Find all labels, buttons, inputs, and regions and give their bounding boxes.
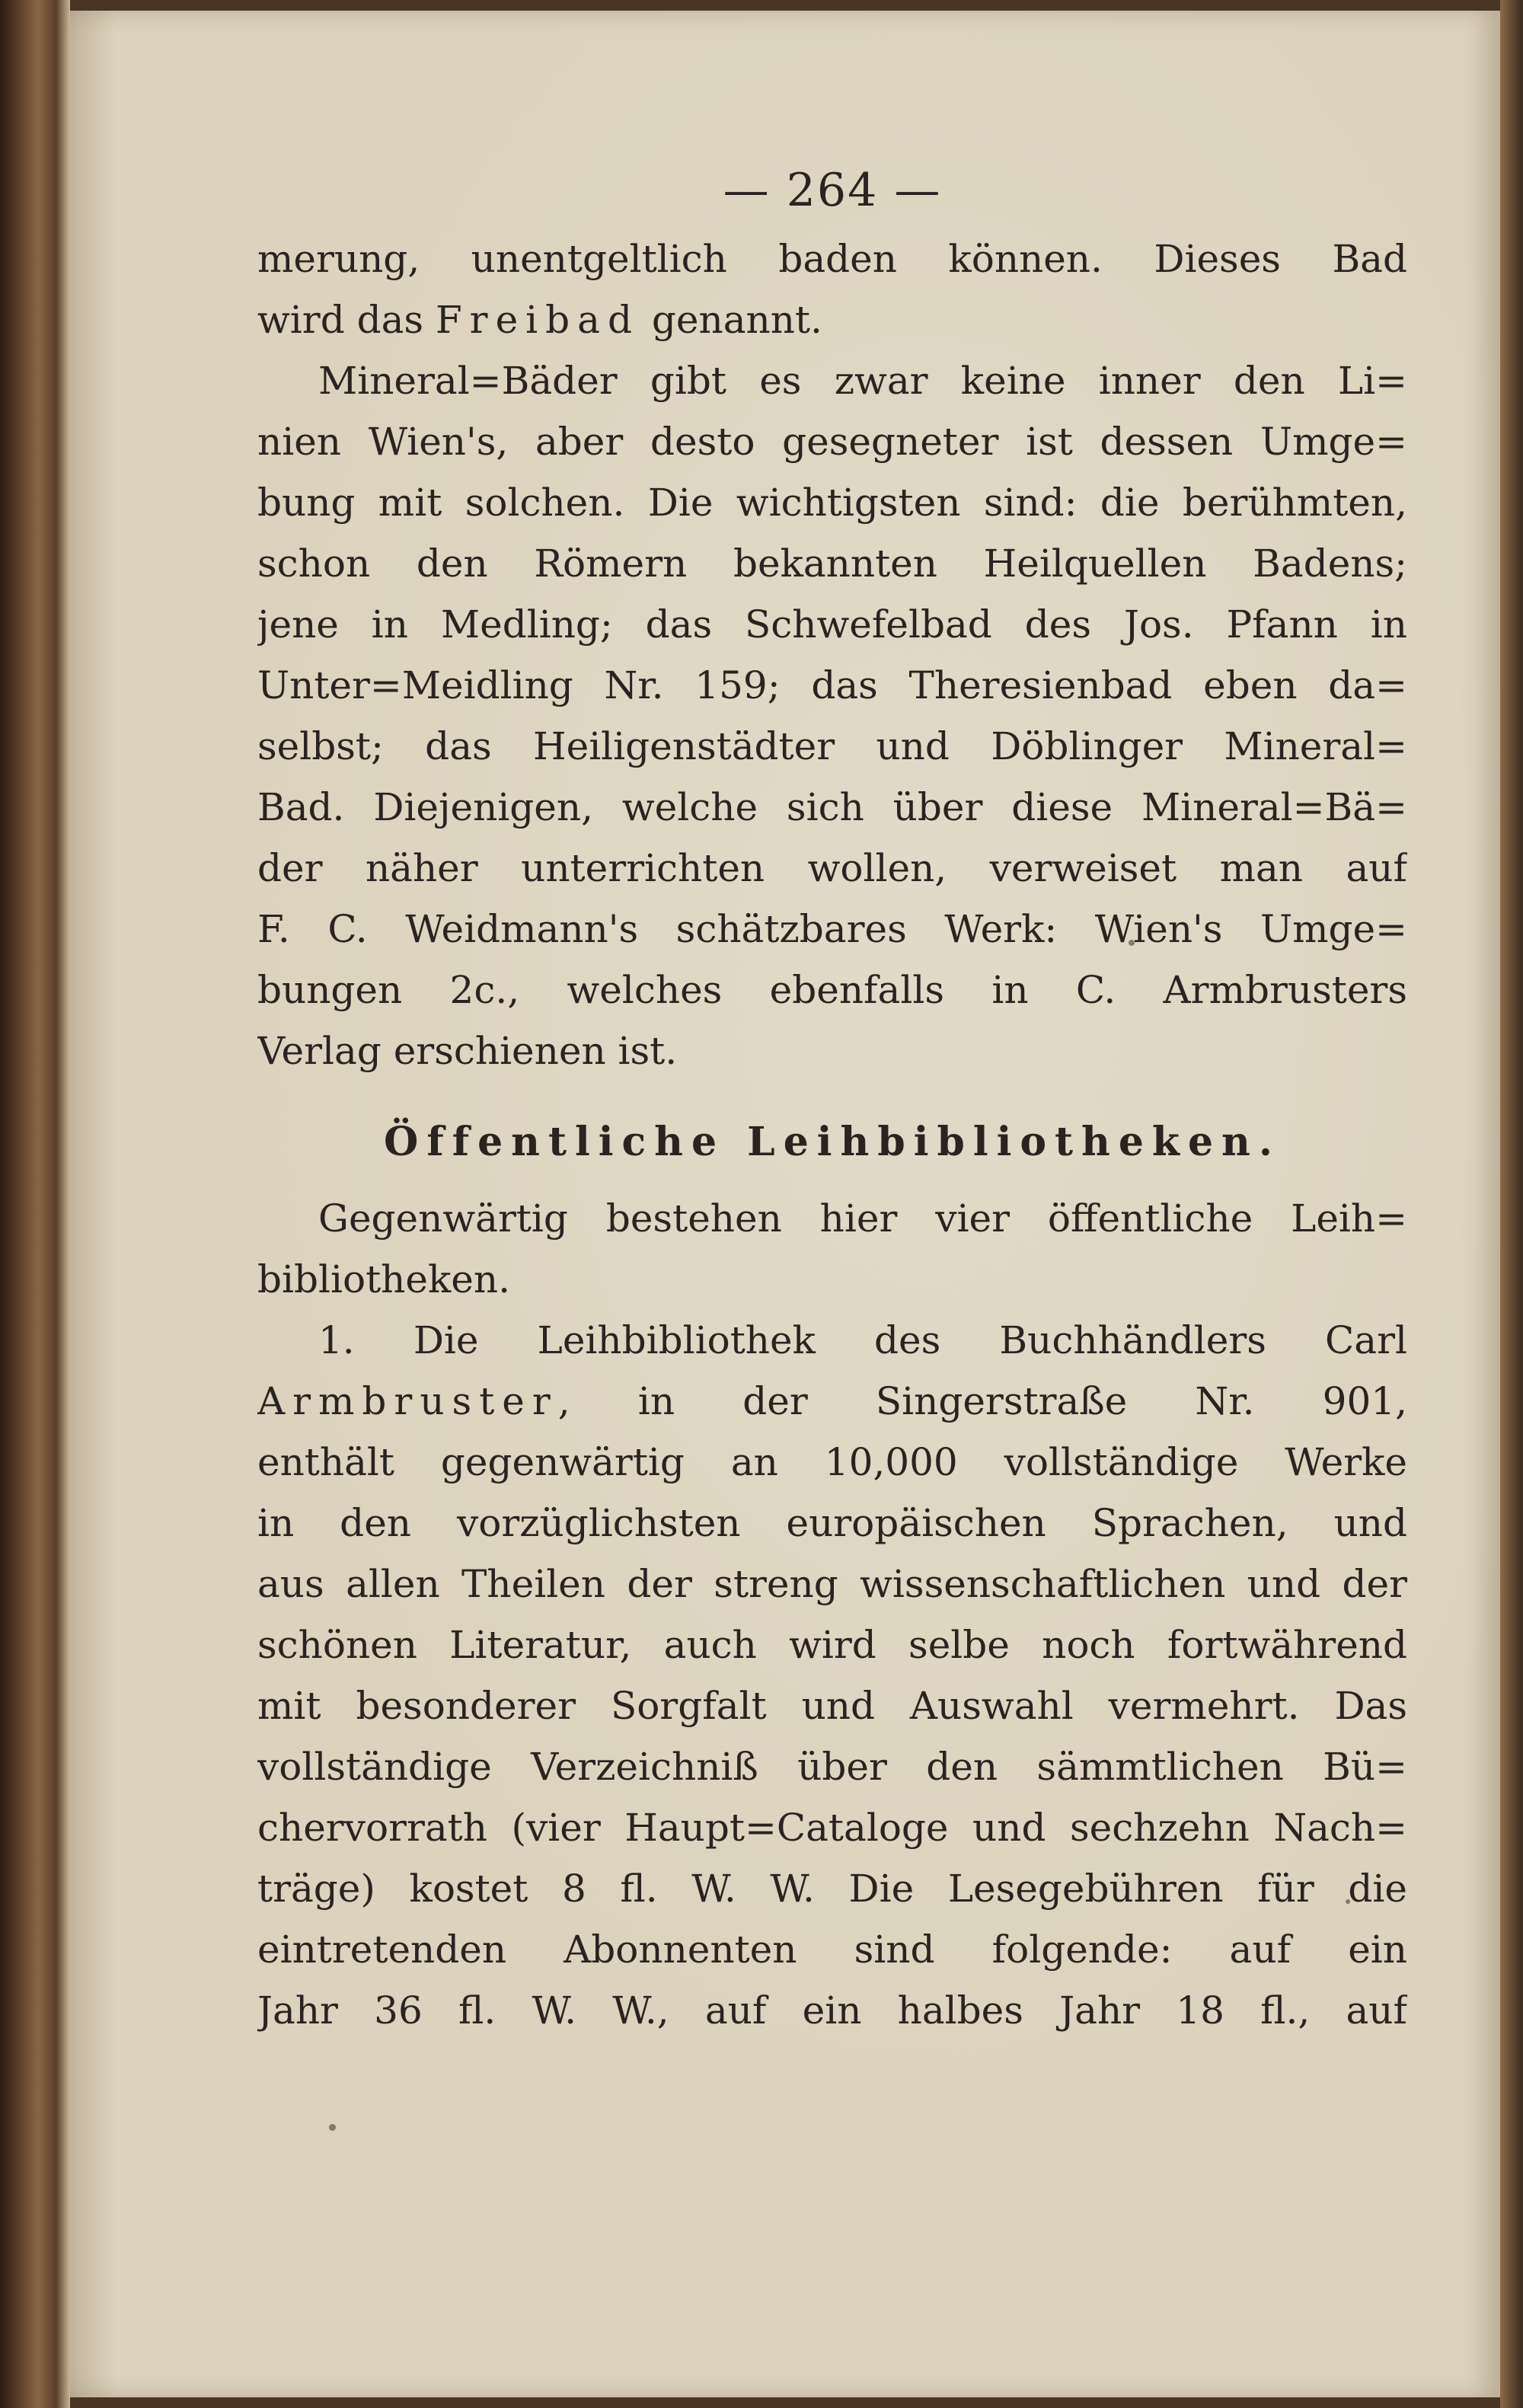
section-heading: Öffentliche Leihbibliotheken. — [384, 1119, 1281, 1165]
book-binding-edge — [0, 0, 70, 2408]
page-right-edge — [1500, 0, 1523, 2408]
emphasized-term: Freibad — [435, 298, 640, 342]
text-line-freibad — [257, 289, 1407, 350]
page-number: — 264 — — [723, 164, 942, 217]
text-line: Mineral=Bäder gibt es zwar keine inner den Li= — [318, 359, 1407, 403]
text-line: vollständige Verzeichniß über den sämmtlichen Bü= — [257, 1745, 1407, 1789]
text-fragment: wird das — [257, 298, 424, 342]
text-line: jene in Medling; das Schwefelbad des Jos. Pfann in — [257, 602, 1407, 647]
text-line: Unter=Meidling Nr. 159; das Theresienbad eben da= — [257, 663, 1407, 707]
emphasized-name: Armbruster — [257, 1379, 558, 1423]
text-line-armbruster — [257, 1371, 1407, 1432]
text-line: merung, unentgeltlich baden können. Dieses Bad — [257, 237, 1407, 281]
text-line: chervorrath (vier Haupt=Cataloge und sechzehn Nach= — [257, 1806, 1407, 1850]
text-fragment: , — [557, 1379, 570, 1423]
paper-speck — [329, 2124, 336, 2131]
text-line: der näher unterrichten wollen, verweiset man auf — [257, 846, 1407, 890]
text-line: schönen Literatur, auch wird selbe noch fortwährend — [257, 1623, 1407, 1667]
text-line: mit besonderer Sorgfalt und Auswahl vermehrt. Das — [257, 1684, 1407, 1728]
text-line: träge) kostet 8 fl. W. W. Die Lesegebühren für die — [257, 1867, 1407, 1911]
text-line: F. C. Weidmann's schätzbares Werk: Wien's Umge= — [257, 907, 1407, 951]
text-line: Verlag erschienen ist. — [257, 1029, 678, 1073]
text-line: Gegenwärtig bestehen hier vier öffentliche Leih= — [318, 1196, 1407, 1241]
text-line: Jahr 36 fl. W. W., auf ein halbes Jahr 18 fl., auf — [257, 1988, 1407, 2033]
text-line: enthält gegenwärtig an 10,000 vollständige Werke — [257, 1440, 1407, 1484]
text-line: schon den Römern bekannten Heilquellen Badens; — [257, 541, 1407, 586]
text-line: nien Wien's, aber desto gesegneter ist dessen Umge= — [257, 420, 1407, 464]
text-line: Bad. Diejenigen, welche sich über diese Mineral=Bä= — [257, 785, 1407, 829]
text-line: eintretenden Abonnenten sind folgende: auf ein — [257, 1927, 1407, 1972]
text-line: in den vorzüglichsten europäischen Sprachen, und — [257, 1501, 1407, 1545]
text-line: selbst; das Heiligenstädter und Döblinger Mineral= — [257, 724, 1407, 768]
page-text — [257, 152, 1407, 2041]
text-line: bung mit solchen. Die wichtigsten sind: die berühmten, — [257, 481, 1407, 525]
text-line: bungen 2c., welches ebenfalls in C. Armbrusters — [257, 968, 1407, 1012]
text-line: aus allen Theilen der streng wissenschaftlichen und der — [257, 1562, 1407, 1606]
text-fragment: in der Singerstraße Nr. 901, — [637, 1379, 1407, 1423]
text-line: 1. Die Leihbibliothek des Buchhändlers Carl — [318, 1318, 1407, 1362]
text-line: bibliotheken. — [257, 1257, 510, 1301]
text-fragment: genannt. — [651, 298, 822, 342]
